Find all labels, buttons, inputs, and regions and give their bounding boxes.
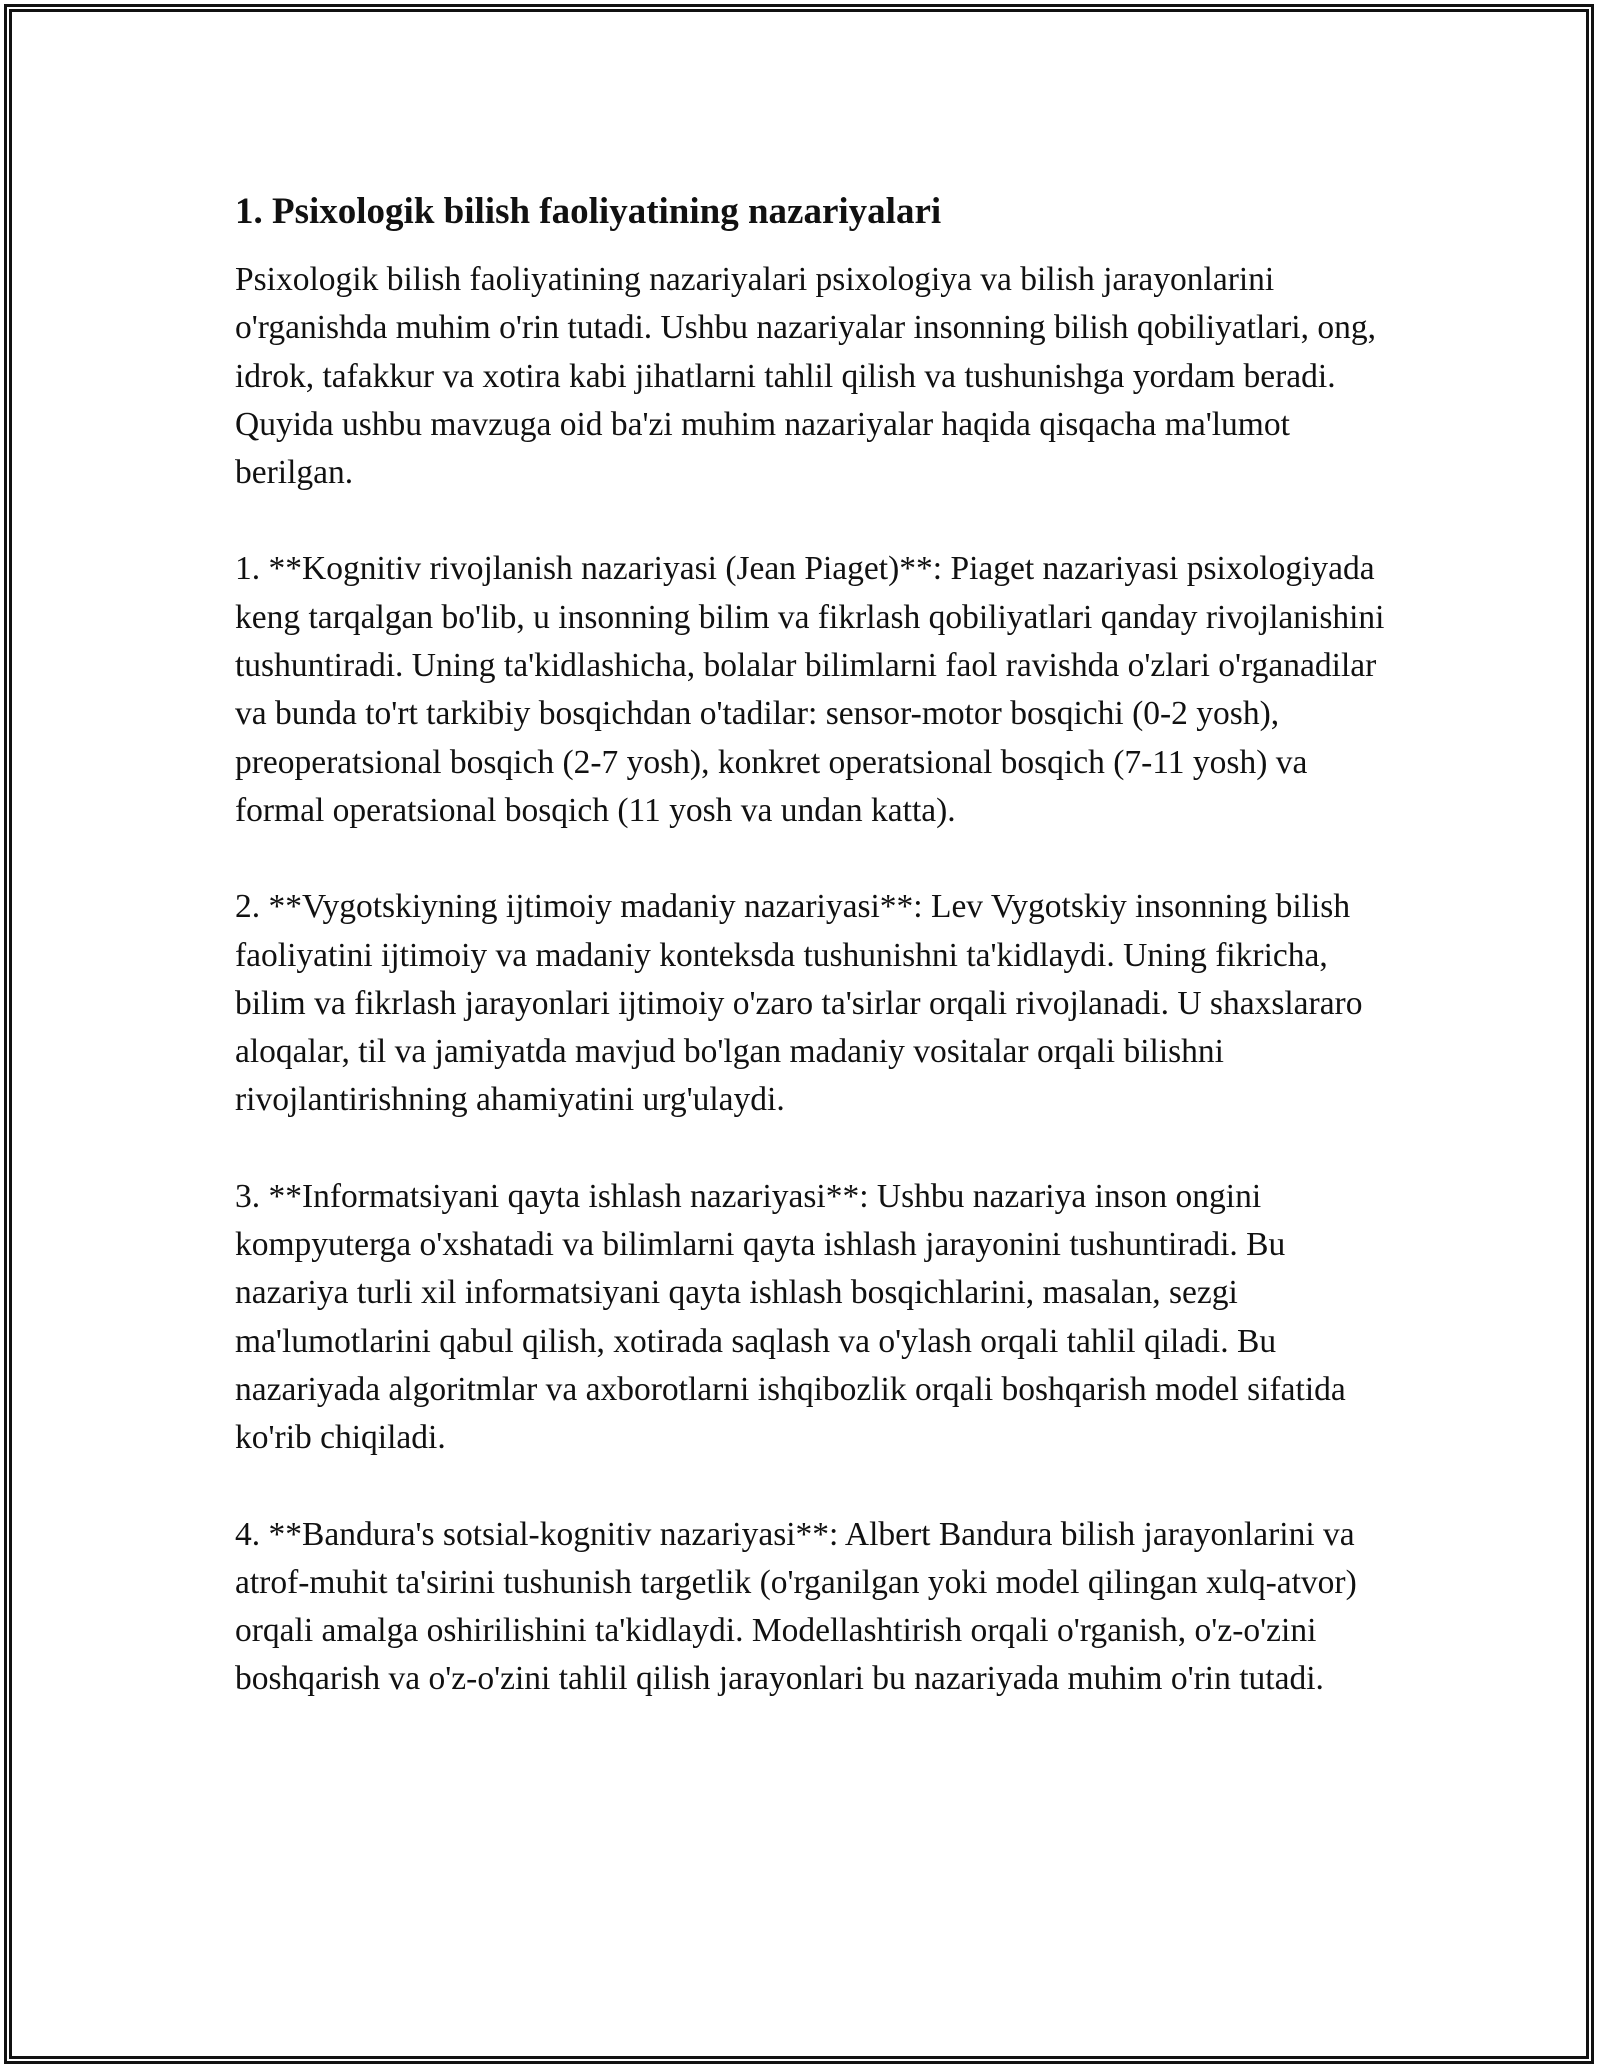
intro-paragraph: Psixologik bilish faoliyatining nazariyalari psixologiya va bilish jarayonlarini o'rganishda muhim o'rin tutadi. Ushbu nazariyalar insonning bilish qobiliyatlari, ong, idrok, tafakkur va xotira kabi jihatlarni tahlil qilish va tushunishga yordam beradi. Quyida ushbu mavzuga oid ba'zi muhim nazariyalar haqida qisqacha ma'lumot berilgan. [235, 261, 1376, 492]
information-processing-paragraph: 3. **Informatsiyani qayta ishlash nazariyasi**: Ushbu nazariya inson ongini kompyuterga o'xshatadi va bilimlarni qayta ishlash jarayonini tushuntiradi. Bu nazariya turli xil informatsiyani qayta ishlash bosqichlarini, masalan, sezgi ma'lumotlarini qabul qilish, xotirada saqlash va o'ylash orqali tahlil qiladi. Bu nazariyada algoritmlar va axborotlarni ishqibozlik orqali boshqarish model sifatida ko'rib chiqiladi. [235, 1177, 1346, 1457]
vygotsky-theory-paragraph: 2. **Vygotskiyning ijtimoiy madaniy nazariyasi**: Lev Vygotskiy insonning bilish faoliyatini ijtimoiy va madaniy konteksda tushunishni ta'kidlaydi. Uning fikricha, bilim va fikrlash jarayonlari ijtimoiy o'zaro ta'sirlar orqali rivojlanadi. U shaxslararo aloqalar, til va jamiyatda mavjud bo'lgan madaniy vositalar orqali bilishni rivojlantirishning ahamiyatini urg'ulaydi. [235, 888, 1363, 1119]
bandura-theory-paragraph: 4. **Bandura's sotsial-kognitiv nazariyasi**: Albert Bandura bilish jarayonlarini va atrof-muhit ta'sirini tushunish targetlik (o'rganilgan yoki model qilingan xulq-atvor) orqali amalga oshirilishini ta'kidlaydi. Modellashtirish orqali o'rganish, o'z-o'zini boshqarish va o'z-o'zini tahlil qilish jarayonlari bu nazariyada muhim o'rin tutadi. [235, 1515, 1357, 1698]
section-heading: 1. Psixologik bilish faoliyatining nazariyalari [235, 191, 942, 232]
piaget-theory-paragraph: 1. **Kognitiv rivojlanish nazariyasi (Jean Piaget)**: Piaget nazariyasi psixologiyada keng tarqalgan bo'lib, u insonning bilim va fikrlash qobiliyatlari qanday rivojlanishini tushuntiradi. Uning ta'kidlashicha, bolalar bilimlarni faol ravishda o'zlari o'rganadilar va bunda to'rt tarkibiy bosqichdan o'tadilar: sensor-motor bosqichi (0-2 yosh), preoperatsional bosqich (2-7 yosh), konkret operatsional bosqich (7-11 yosh) va formal operatsional bosqich (11 yosh va undan katta). [235, 550, 1385, 829]
document-body [235, 188, 1385, 1752]
